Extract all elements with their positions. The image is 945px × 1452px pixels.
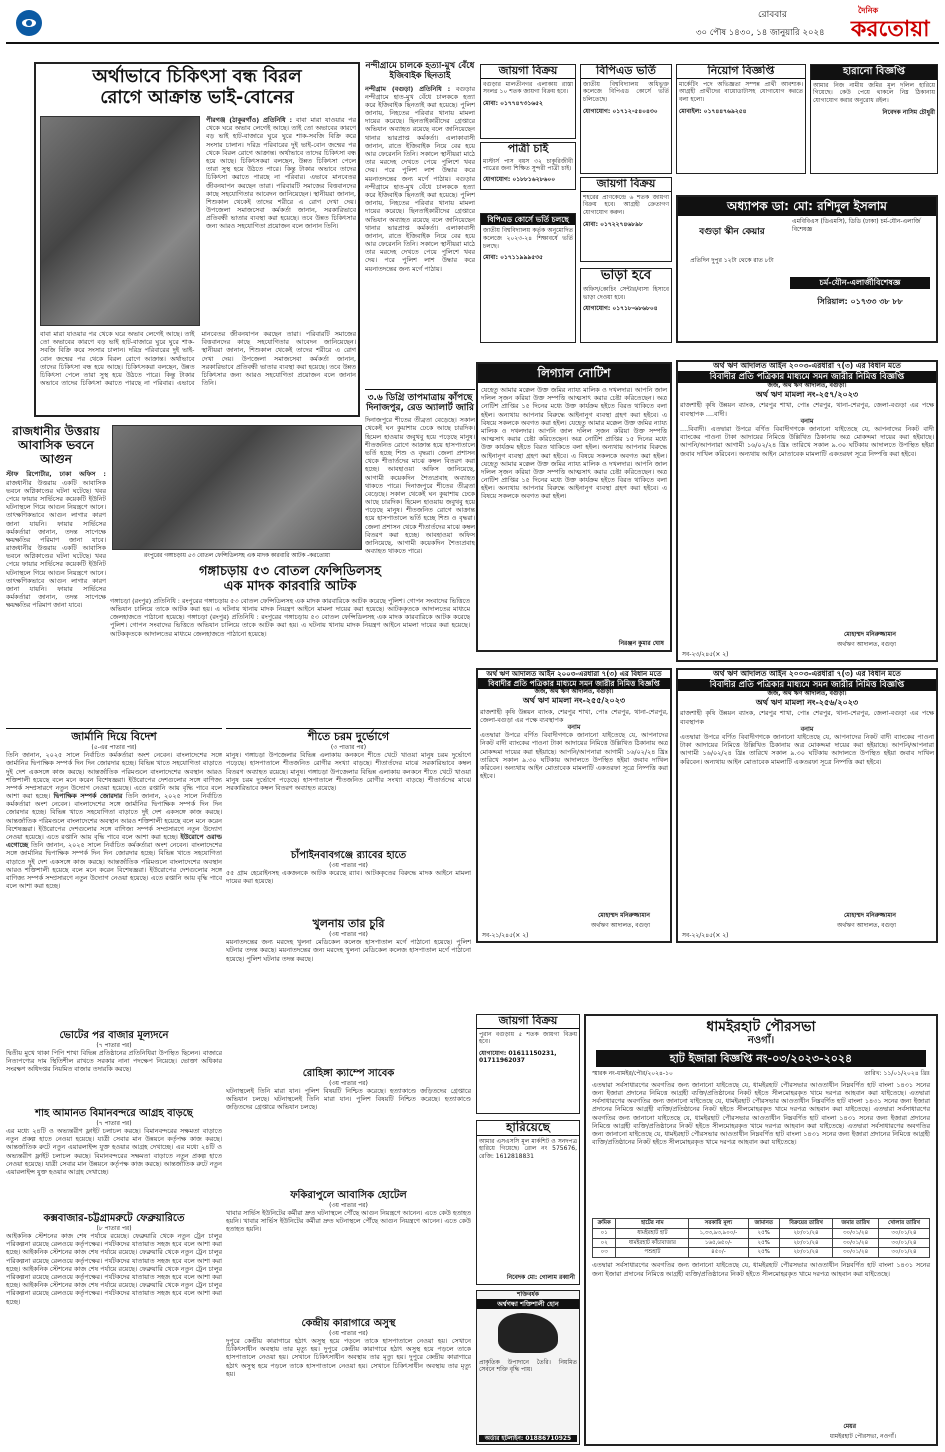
court-1-headline: বিবাদীর প্রতি পত্রিকার মাধ্যমে সমন জারীর নিমিত্ত বিজ্ঞপ্তি: [678, 371, 936, 384]
ad-land-sale-2: [580, 177, 672, 262]
lead-title-2: রোগে আক্রান্ত ভাই-বোনের: [100, 86, 294, 108]
fakirapul-title: ফকিরাপুলে আবাসিক হোটেল: [290, 1190, 407, 1201]
haat-date: তারিখ: ১১/০১/২০২৪ খ্রিঃ: [864, 1070, 930, 1078]
header-day: রোববার: [758, 10, 787, 20]
ad-doctor-time: প্রতিদিন দুপুর ১২টা থেকে রাত ৮টা: [690, 257, 774, 264]
table-cell: ০১: [593, 1228, 616, 1238]
chapai-body: ৫৫ গ্রাম হেরোইনসহ একজনকে আটক করেছে র‌্যাব। আটককৃতের বিরুদ্ধে মাদক আইনে মামলা দায়ের করা হয়েছে।: [226, 869, 471, 886]
ad-lost-signer: নিবেদক নাসিম চৌধুরী: [882, 108, 935, 116]
cold-subtitle: (৩ পাতার পর): [330, 743, 367, 751]
col2-mid-title: ৩.৬ ডিগ্রি তাপমাত্রায় কাঁপছে দিনাজপুর, রেড অ্যালার্ট জারি: [365, 389, 475, 414]
lead-byline: পীরগঞ্জ (ঠাকুরগাঁও) প্রতিনিধি :: [206, 116, 293, 124]
court-notice-2: অর্থ ঋণ আদালত আইন ২০০৩-এরধারা ৭(৩) এর বিধান মতে বিবাদীর প্রতি পত্রিকার মাধ্যমে সমন জারীর নিমিত্ত বিজ্ঞপ্তি জজ, অর্থ ঋণ আদালত, বগুড়া। অর্থ ঋণ মামলা নং-২৫৫/২০২৩ রাজশাহী কৃষি উন্নয়ন ব্যাংক, শেরপুর শাখা, পোঃ শেরপুর, থানা-শেরপুর, জেলা-বগুড়া এর পক্ষে ব্যবস্থাপক বনাম এতদ্বারা উপরে বর্ণিত বিবাদীগণকে জানানো যাইতেছে যে, আপনাদের নিকট বাদী ব্যাংকের পাওনা টাকা আদায়ের নিমিত্তে উল্লিখিত ঠিকানায় অত্র মোকদ্দমা দায়ের করা হইয়াছে। আপনি/আপনারা আগামী ১৬/০২/২৪ খ্রিঃ তারিখে সকাল ৯.৩০ ঘটিকায় আদালতে উপস্থিত হইয়া জবাব দাখিল করিবেন। অন্যথায় আইন মোতাবেক মামলাটি একতরফা সূত্রে নিষ্পত্তি করা হইবে। মোহাম্মদ মনিরুজ্জামান অর্থঋণ আদালত, বগুড়া সব-২১/২৪৫(× ২): [476, 668, 672, 943]
germany-subheading: দ্বিপাক্ষিক সম্পর্ক জোরদার: [53, 792, 123, 801]
ad-land-sale-1: [480, 64, 576, 139]
vote-title: ভোটের পর বাজার মূল্যদনে: [59, 1030, 169, 1041]
ad-horse-name: অর্শ্বগন্ধা শক্তিশালী হোন: [477, 1299, 579, 1309]
ad-land-sale-1-title: জায়গা বিক্রয়: [481, 65, 575, 79]
ad-land-sale-3-title: জায়গা বিক্রয়: [477, 1015, 579, 1029]
court-notice-1: অর্থ ঋণ আদালত আইন ২০০৩-এরধারা ৭(৩) এর বিধান মতে বিবাদীর প্রতি পত্রিকার মাধ্যমে সমন জারীর নিমিত্ত বিজ্ঞপ্তি জজ, অর্থ ঋণ আদালত, বগুড়া। অর্থ ঋণ মামলা নং-২৫৭/২০২৩ রাজশাহী কৃষি উন্নয়ন ব্যাংক, শেরপুর শাখা, পোঃ শেরপুর, থানা-শেরপুর, জেলা-বগুড়া এর পক্ষে ব্যবস্থাপক ....বাদী। বনাম ....বিবাদী। এতদ্বারা উপরে বর্ণিত বিবাদীগণকে জানানো যাইতেছে যে, আপনাদের নিকট বাদী ব্যাংকের পাওনা টাকা আদায়ের নিমিত্তে উল্লিখিত ঠিকানায় অত্র মোকদ্দমা দায়ের করা হইয়াছে। আপনি/আপনারা আগামী ১৬/০২/২৪ খ্রিঃ তারিখে সকাল ৯.৩০ ঘটিকায় আদালতে উপস্থিত হইয়া জবাব দাখিল করিবেন। অন্যথায় আইন মোতাবেক মামলাটি একতরফা সূত্রে নিষ্পত্তি করা হইবে। মোহাম্মদ মনিরুজ্জামান অর্থঋণ আদালত, বগুড়া সব-২৩/২৪৫(× ২): [676, 360, 938, 662]
court-2-case: অর্থ ঋণ মামলা নং-২৫৫/২০২৩: [522, 696, 626, 706]
haat-district: নওগাঁ।: [747, 1035, 775, 1047]
ad-rent-title: ভাড়া হবে: [600, 268, 652, 283]
col2-top-body: বগুড়ার নন্দীগ্রামে হাত-মুখ বেঁধে চালককে হত্যা করে ইজিবাইক ছিনতাই করা হয়েছে। পুলিশ জানায়, নিহতের পরিবার থানায় মামলা দায়ের করেছে। ছিনতাইকারীদের গ্রেপ্তারে অভিযান অব্যাহত রয়েছে বলে জানিয়েছেন থানার ভারপ্রাপ্ত কর্মকর্তা। এলাকাবাসী জানান, রাতে ইজিবাইক নিয়ে বের হয়ে আর ফেরেননি তিনি। সকালে স্থানীয়রা মাঠে তার মরদেহ দেখতে পেয়ে পুলিশে খবর দেয়। পরে পুলিশ লাশ উদ্ধার করে ময়নাতদন্তের জন্য মর্গে পাঠায়।: [365, 84, 475, 183]
story-airport: [6, 1108, 222, 1203]
table-row: [593, 1228, 930, 1238]
paper-name: করতোয়া: [851, 16, 930, 42]
drug-arrest-photo: [112, 425, 362, 550]
story-fire: রাজধানীর উত্তরায় আবাসিক ভবনে আগুন স্টাফ রিপোর্টার, ঢাকা অফিস : রাজধানীর উত্তরায় একটি আবাসিক ভবনে অগ্নিকাণ্ডের ঘটনা ঘটেছে। খবর পেয়ে ফায়ার সার্ভিসের কয়েকটি ইউনিট ঘটনাস্থলে গিয়ে আগুন নিয়ন্ত্রণে আনে। তাৎক্ষণিকভাবে আগুন লাগার কারণ জানা যায়নি। ফায়ার সার্ভিসের কর্মকর্তারা জানান, তদন্ত সাপেক্ষে ক্ষয়ক্ষতির পরিমাণ জানা যাবে। রাজধানীর উত্তরায় একটি আবাসিক ভবনে অগ্নিকাণ্ডের ঘটনা ঘটেছে। খবর পেয়ে ফায়ার সার্ভিসের কয়েকটি ইউনিট ঘটনাস্থলে গিয়ে আগুন নিয়ন্ত্রণে আনে। তাৎক্ষণিকভাবে আগুন লাগার কারণ জানা যায়নি। ফায়ার সার্ভিসের কর্মকর্তারা জানান, তদন্ত সাপেক্ষে ক্ষয়ক্ষতির পরিমাণ জানা যাবে।: [6, 424, 106, 610]
ad-lost-2-body: আমার এসএসসি মূল মার্কশিট ও সনদপত্র হারিয়ে গিয়েছে। রোল নং 575676, রেজি: 1612818831: [479, 1137, 577, 1161]
table-cell: ৪৫০/-: [689, 1248, 748, 1258]
ad-bed-body: জাতীয় বিশ্ববিদ্যালয় অধিভুক্ত কলেজে বিপিএড কোর্সে ভর্তি চলিতেছে।: [583, 80, 669, 103]
khulna-subtitle: (৩য় পাতার পর): [329, 930, 368, 938]
header-date: ৩০ পৌষ ১৪৩০, ১৪ জানুয়ারি ২০২৪: [696, 28, 825, 38]
ad-land-sale-1-contact: মোবা: ০১৭৭৪৭৩১৬৫২: [483, 99, 543, 107]
story-cold: [226, 728, 471, 848]
ad-lost-2-title: হারিয়েছে: [477, 1121, 579, 1136]
legal-body: যেহেতু আমার মক্কেল উক্ত জমির ন্যায্য মালিক ও দখলদার। আপনি জাল দলিল সৃজন করিয়া উক্ত সম্পত্তি আত্মসাৎ করার চেষ্টা করিতেছেন। অত্র নোটিশ প্রাপ্তির ১৫ দিনের মধ্যে উক্ত কার্যক্রম হইতে বিরত থাকিতে বলা হইল। অন্যথায় আপনার বিরুদ্ধে আইনানুগ ব্যবস্থা গ্রহণ করা হইবে। এ বিষয়ে সকলকে অবগত করা হইল। যেহেতু আমার মক্কেল উক্ত জমির ন্যায্য মালিক ও দখলদার। আপনি জাল দলিল সৃজন করিয়া উক্ত সম্পত্তি আত্মসাৎ করার চেষ্টা করিতেছেন। অত্র নোটিশ প্রাপ্তির ১৫ দিনের মধ্যে উক্ত কার্যক্রম হইতে বিরত থাকিতে বলা হইল। অন্যথায় আপনার বিরুদ্ধে আইনানুগ ব্যবস্থা গ্রহণ করা হইবে। এ বিষয়ে সকলকে অবগত করা হইল। যেহেতু আমার মক্কেল উক্ত জমির ন্যায্য মালিক ও দখলদার। আপনি জাল দলিল সৃজন করিয়া উক্ত সম্পত্তি আত্মসাৎ করার চেষ্টা করিতেছেন। অত্র নোটিশ প্রাপ্তির ১৫ দিনের মধ্যে উক্ত কার্যক্রম হইতে বিরত থাকিতে বলা হইল। অন্যথায় আপনার বিরুদ্ধে আইনানুগ ব্যবস্থা গ্রহণ করা হইবে। এ বিষয়ে সকলকে অবগত করা হইল।: [481, 386, 667, 501]
ad-lost-2-signer: নিবেদক মো: গোলাম রব্বানী: [506, 1273, 575, 1281]
table-cell: ৩০/০১/২৪: [833, 1238, 879, 1248]
lead-title-1: অর্থাভাবে চিকিৎসা বন্ধ বিরল: [92, 66, 302, 87]
rohingya-body: ঘটনাস্থলেই তিনি মারা যান। পুলিশ বিষয়টি নিশ্চিত করেছে। হত্যাকাণ্ডে জড়িতদের গ্রেপ্তারে অভিযান চলছে। ঘটনাস্থলেই তিনি মারা যান। পুলিশ বিষয়টি নিশ্চিত করেছে। হত্যাকাণ্ডে জড়িতদের গ্রেপ্তারে অভিযান চলছে।: [226, 1087, 471, 1112]
court-1-bank: রাজশাহী কৃষি উন্নয়ন ব্যাংক, শেরপুর শাখা, পোঃ শেরপুর, থানা-শেরপুর, জেলা-বগুড়া এর পক্ষে ব্যবস্থাপক: [680, 401, 934, 418]
court-1-ref: সব-২৩/২৪৫(× ২): [682, 650, 729, 658]
khulna-body: ময়নাতদন্তের জন্য মরদেহ খুলনা মেডিকেল কলেজ হাসপাতাল মর্গে পাঠানো হয়েছে। পুলিশ ঘটনার তদন্ত করছে। ময়নাতদন্তের জন্য মরদেহ খুলনা মেডিকেল কলেজ হাসপাতাল মর্গে পাঠানো হয়েছে। পুলিশ ঘটনার তদন্ত করছে।: [226, 938, 471, 963]
drug-photo-caption: রংপুরের গঙ্গাচড়ায় ৫৩ বোতল ফেন্সিডিলসহ এক মাদক কারবারি আটক -করতোয়া: [144, 553, 330, 559]
rohingya-title: রোহিঙ্গা ক্যাম্পে সাবেক: [302, 1068, 395, 1079]
ad-groom-body: মাস্টার্স পাস বয়স ৩২ চাকুরিজীবী পাত্রের জন্য শিক্ষিত সুন্দরী পাত্রী চাই।: [483, 157, 573, 173]
haat-col-header: সরকারি মূল্য: [689, 1218, 748, 1228]
table-cell: ২৮/০১/২৪: [779, 1228, 832, 1238]
rohingya-subtitle: (৩য় পাতার পর): [329, 1079, 368, 1087]
court-1-section: অর্থ ঋণ আদালত আইন ২০০৩-এরধারা ৭(৩) এর বিধান মতে: [713, 361, 901, 370]
ad-doctor-serial: সিরিয়াল: ০১৭৩৩ ৩৮ ৮৮: [817, 297, 903, 306]
table-cell: ৩০/০১/২৪: [833, 1228, 879, 1238]
ad-bped-course-contact: মোবা: ০১৭১১৯৯৯৫৩৫: [483, 254, 543, 262]
haat-title: হাট ইজারা বিজ্ঞপ্তি নং-০৩/২০২৩-২০২৪: [596, 1050, 926, 1068]
court-1-court: জজ, অর্থ ঋণ আদালত, বগুড়া।: [767, 382, 847, 390]
haat-col-header: খোলার তারিখ: [878, 1218, 929, 1228]
ad-bed-contact: যোগাযোগ: ০১৭১২-৫৪০৪৩০: [583, 107, 658, 115]
story-chapai: [226, 850, 471, 910]
legal-title: লিগ্যাল নোটিশ: [478, 364, 670, 383]
ad-land-sale-2-contact: মোবা: ০১৭২২৭৪৬৮৯৮: [583, 220, 643, 228]
ad-doctor-chamber: বগুড়া স্কীন কেয়ার: [699, 227, 765, 237]
ad-bed: [580, 64, 672, 174]
story-fakirapul: [226, 1190, 471, 1295]
jail-title: কেন্দ্রীয় কারাগারে অসুস্থ: [301, 1318, 396, 1329]
haat-col-header: বিক্রয়ের তারিখ: [779, 1218, 832, 1228]
table-cell: ২৫%: [748, 1248, 779, 1258]
fire-byline: স্টাফ রিপোর্টার, ঢাকা অফিস :: [6, 470, 106, 479]
ad-lost-title: হারানো বিজ্ঞপ্তি: [811, 65, 937, 80]
ad-job: [676, 64, 806, 174]
lead-photo: [40, 116, 200, 326]
haat-body: এতদ্বারা সর্বসাধারণের অবগতির জন্য জানানো যাইতেছে যে, ধামইরহাট পৌরসভার আওতাধীন নিম্নবর্ণিত হাট বাংলা ১৪৩১ সনের জন্য ইজারা প্রদানের নিমিত্তে আগ্রহী ব্যক্তি/প্রতিষ্ঠানের নিকট হইতে সীলমোহরকৃত খামে দরপত্র আহবান করা যাইতেছে। এতদ্বারা সর্বসাধারণের অবগতির জন্য জানানো যাইতেছে যে, ধামইরহাট পৌরসভার আওতাধীন নিম্নবর্ণিত হাট বাংলা ১৪৩১ সনের জন্য ইজারা প্রদানের নিমিত্তে আগ্রহী ব্যক্তি/প্রতিষ্ঠানের নিকট হইতে সীলমোহরকৃত খামে দরপত্র আহবান করা যাইতেছে। এতদ্বারা সর্বসাধারণের অবগতির জন্য জানানো যাইতেছে যে, ধামইরহাট পৌরসভার আওতাধীন নিম্নবর্ণিত হাট বাংলা ১৪৩১ সনের জন্য ইজারা প্রদানের নিমিত্তে আগ্রহী ব্যক্তি/প্রতিষ্ঠানের নিকট হইতে সীলমোহরকৃত খামে দরপত্র আহবান করা যাইতেছে। এতদ্বারা সর্বসাধারণের অবগতির জন্য জানানো যাইতেছে যে, ধামইরহাট পৌরসভার আওতাধীন নিম্নবর্ণিত হাট বাংলা ১৪৩১ সনের জন্য ইজারা প্রদানের নিমিত্তে আগ্রহী ব্যক্তি/প্রতিষ্ঠানের নিকট হইতে সীলমোহরকৃত খামে দরপত্র আহবান করা যাইতেছে।: [592, 1080, 930, 1147]
fire-title-3: আগুন: [40, 451, 72, 466]
table-cell: ৩০/০১/২৪: [878, 1228, 929, 1238]
ad-job-body: মার্কেটিং পদে অভিজ্ঞতা সম্পন্ন প্রার্থী আবশ্যক। আগ্রহী প্রার্থীদের বায়োডাটাসহ যোগাযোগ করতে বলা হলো।: [679, 80, 803, 103]
airport-subtitle: (৭ পাতার পর): [96, 1119, 132, 1127]
ad-groom-contact: যোগাযোগ: ০১৮৮১৬২৮৬০০: [483, 175, 556, 183]
court-1-body: এতদ্বারা উপরে বর্ণিত বিবাদীগণকে জানানো যাইতেছে যে, আপনাদের নিকট বাদী ব্যাংকের পাওনা টাকা আদায়ের নিমিত্তে উল্লিখিত ঠিকানায় অত্র মোকদ্দমা দায়ের করা হইয়াছে। আপনি/আপনারা আগামী ১৬/০২/২৪ খ্রিঃ তারিখে সকাল ৯.৩০ ঘটিকায় আদালতে উপস্থিত হইয়া জবাব দাখিল করিবেন। অন্যথায় আইন মোতাবেক মামলাটি একতরফা সূত্রে নিষ্পত্তি করা হইবে।: [680, 425, 934, 458]
fakirapul-subtitle: (৩য় পাতার পর): [329, 1201, 368, 1209]
table-row: [593, 1248, 930, 1258]
story-drug: [110, 565, 470, 655]
haat-notice: [584, 1014, 938, 1446]
fire-body: রাজধানীর উত্তরায় একটি আবাসিক ভবনে অগ্নিকাণ্ডের ঘটনা ঘটেছে। খবর পেয়ে ফায়ার সার্ভিসের কয়েকটি ইউনিট ঘটনাস্থলে গিয়ে আগুন নিয়ন্ত্রণে আনে। তাৎক্ষণিকভাবে আগুন লাগার কারণ জানা যায়নি। ফায়ার সার্ভিসের কর্মকর্তারা জানান, তদন্ত সাপেক্ষে ক্ষয়ক্ষতির পরিমাণ জানা যাবে।: [6, 478, 106, 544]
ad-job-contact: মোবাইল: ০১৭৪৪৭৬৯২৫৪: [679, 107, 747, 115]
ad-land-sale-2-title: জায়গা বিক্রয়: [581, 178, 671, 192]
fire-title-2: আবাসিক ভবনে: [18, 437, 94, 452]
court-3-case: অর্থ ঋণ মামলা নং-২৫৬/২০২৩: [755, 698, 859, 708]
table-cell: ১,৩৩,৯৩,৯০০/-: [689, 1228, 748, 1238]
masthead: [6, 4, 939, 44]
germany-subtitle: (৫-এর পাতার পর): [91, 743, 137, 751]
ad-doctor-title: অধ্যাপক ডা: মো: রশিদুল ইসলাম: [678, 197, 936, 216]
ad-land-sale-3: [476, 1014, 580, 1114]
rail-title: কক্সবাজার-চট্টগ্রামরুটে ফেব্রুয়ারিতে: [43, 1213, 185, 1224]
airport-title: শাহ আমানত বিমানবন্দরে আগ্রহ বাড়ছে: [35, 1108, 193, 1119]
haat-col-header: জমার তারিখ: [833, 1218, 879, 1228]
col2-top-byline: নন্দীগ্রাম (বগুড়া) প্রতিনিধি :: [365, 84, 451, 93]
rail-body: আইকনিক স্টেশনের কাজ শেষ পর্যায়ে রয়েছে। ফেব্রুয়ারি থেকে নতুন ট্রেন চালুর পরিকল্পনা রয়েছে রেলওয়ে কর্তৃপক্ষের। পর্যটকদের যাতায়াত সহজ হবে বলে আশা করা হচ্ছে। আইকনিক স্টেশনের কাজ শেষ পর্যায়ে রয়েছে। ফেব্রুয়ারি থেকে নতুন ট্রেন চালুর পরিকল্পনা রয়েছে রেলওয়ে কর্তৃপক্ষের। পর্যটকদের যাতায়াত সহজ হবে বলে আশা করা হচ্ছে। আইকনিক স্টেশনের কাজ শেষ পর্যায়ে রয়েছে। ফেব্রুয়ারি থেকে নতুন ট্রেন চালুর পরিকল্পনা রয়েছে রেলওয়ে কর্তৃপক্ষের। পর্যটকদের যাতায়াত সহজ হবে বলে আশা করা হচ্ছে। আইকনিক স্টেশনের কাজ শেষ পর্যায়ে রয়েছে। ফেব্রুয়ারি থেকে নতুন ট্রেন চালুর পরিকল্পনা রয়েছে রেলওয়ে কর্তৃপক্ষের। পর্যটকদের যাতায়াত সহজ হবে বলে আশা করা হচ্ছে।: [6, 1232, 222, 1306]
story-rohingya: [226, 1068, 471, 1158]
haat-signer: মেয়র: [843, 1422, 856, 1430]
drug-title-1: গঙ্গাচড়ায় ৫৩ বোতল ফেন্সিডিলসহ: [199, 564, 381, 579]
haat-col-header: জামানত: [748, 1218, 779, 1228]
ad-land-sale-2-body: শহরের প্রাণকেন্দ্রে ৬ শতক জায়গা বিক্রয় হবে। আগ্রহী ক্রেতাগণ যোগাযোগ করুন।: [583, 193, 669, 216]
fire-title-1: রাজধানীর উত্তরায়: [12, 424, 100, 438]
court-1-case: অর্থ ঋণ মামলা নং-২৫৭/২০২৩: [755, 390, 859, 400]
ad-lost-body: আমার নিজ নামীয় জমির মূল দলিল হারিয়ে গিয়েছে। কেউ পেয়ে থাকলে নিম্ন ঠিকানায় যোগাযোগ করার অনুরোধ রইল।: [813, 81, 935, 104]
vote-subtitle: (৭ পাতার পর): [96, 1041, 132, 1049]
table-cell: পশুহাট: [616, 1248, 689, 1258]
court-notice-3: অর্থ ঋণ আদালত আইন ২০০৩-এরধারা ৭(৩) এর বিধান মতে বিবাদীর প্রতি পত্রিকার মাধ্যমে সমন জারীর নিমিত্ত বিজ্ঞপ্তি জজ, অর্থ ঋণ আদালত, বগুড়া। অর্থ ঋণ মামলা নং-২৫৬/২০২৩ রাজশাহী কৃষি উন্নয়ন ব্যাংক, শেরপুর শাখা, পোঃ শেরপুর, থানা-শেরপুর, জেলা-বগুড়া এর পক্ষে ব্যবস্থাপক বনাম এতদ্বারা উপরে বর্ণিত বিবাদীগণকে জানানো যাইতেছে যে, আপনাদের নিকট বাদী ব্যাংকের পাওনা টাকা আদায়ের নিমিত্তে উল্লিখিত ঠিকানায় অত্র মোকদ্দমা দায়ের করা হইয়াছে। আপনি/আপনারা আগামী ১৬/০২/২৪ খ্রিঃ তারিখে সকাল ৯.৩০ ঘটিকায় আদালতে উপস্থিত হইয়া জবাব দাখিল করিবেন। অন্যথায় আইন মোতাবেক মামলাটি একতরফা সূত্রে নিষ্পত্তি করা হইবে। মোহাম্মদ মনিরুজ্জামান অর্থঋণ আদালত, বগুড়া সব-২২/২৪৫(× ২): [676, 668, 938, 943]
vote-body: দ্বিতীয় মুখে থাকা পিপি শাখা বিভিন্ন প্রতিষ্ঠানের প্রতিনিধিরা উপস্থিত ছিলেন। বাজারে নিত্যপণ্যের দাম স্থিতিশীল রাখতে সরকার নানা পদক্ষেপ নিয়েছে। ভোক্তা অধিকার সংরক্ষণ অধিদপ্তর নিয়মিত বাজার তদারকি করছে।: [6, 1049, 222, 1074]
ad-groom: [480, 142, 576, 190]
paper-label: দৈনিক: [858, 6, 879, 15]
jail-body: দুপুরে কেন্দ্রীয় কারাগারে হঠাৎ অসুস্থ হয়ে পড়লে তাকে হাসপাতালে নেওয়া হয়। সেখানে চিকিৎসাধীন অবস্থায় তার মৃত্যু হয়। দুপুরে কেন্দ্রীয় কারাগারে হঠাৎ অসুস্থ হয়ে পড়লে তাকে হাসপাতালে নেওয়া হয়। সেখানে চিকিৎসাধীন অবস্থায় তার মৃত্যু হয়। দুপুরে কেন্দ্রীয় কারাগারে হঠাৎ অসুস্থ হয়ে পড়লে তাকে হাসপাতালে নেওয়া হয়। সেখানে চিকিৎসাধীন অবস্থায় তার মৃত্যু হয়।: [226, 1337, 471, 1378]
table-cell: ২৫%: [748, 1228, 779, 1238]
ad-bped-course-body: জাতীয় বিশ্ববিদ্যালয় কর্তৃক অনুমোদিত কলেজে ২০২৩-২৪ শিক্ষাবর্ষে ভর্তি চলছে।: [483, 227, 573, 250]
drug-body: গঙ্গাচড়া (রংপুর) প্রতিনিধি : রংপুরের গঙ্গাচড়ায় ৫৩ বোতল ফেন্সিডিলসহ এক মাদক কারবারিকে আটক করেছে পুলিশ। গোপন সংবাদের ভিত্তিতে অভিযান চালিয়ে তাকে আটক করা হয়। এ ঘটনায় থানায় মাদক নিয়ন্ত্রণ আইনে মামলা দায়ের করা হয়েছে। আটককৃতকে আদালতের মাধ্যমে জেলহাজতে পাঠানো হয়েছে। গঙ্গাচড়া (রংপুর) প্রতিনিধি : রংপুরের গঙ্গাচড়ায় ৫৩ বোতল ফেন্সিডিলসহ এক মাদক কারবারিকে আটক করেছে পুলিশ। গোপন সংবাদের ভিত্তিতে অভিযান চালিয়ে তাকে আটক করা হয়। এ ঘটনায় থানায় মাদক নিয়ন্ত্রণ আইনে মামলা দায়ের করা হয়েছে। আটককৃতকে আদালতের মাধ্যমে জেলহাজতে পাঠানো হয়েছে।: [110, 596, 470, 638]
table-row: [593, 1238, 930, 1248]
ad-bped-course: [480, 213, 576, 343]
khulna-title: খুলনায় তার চুরি: [312, 917, 385, 930]
table-cell: ২৮/০১/২৪: [779, 1238, 832, 1248]
ad-bped-course-title: বিপিএড কোর্সে ভর্তি চলছে: [481, 214, 575, 225]
story-khulna: [226, 918, 471, 1013]
table-cell: ২৮/০১/২৪: [779, 1248, 832, 1258]
ad-rent: [580, 268, 672, 343]
ad-doctor: [676, 195, 938, 343]
cold-body: মানুষ। গঙ্গাচড়া উপজেলার বিভিন্ন এলাকায় কনকনে শীতে খেটে খাওয়া মানুষ চরম দুর্ভোগে পড়েছে। হাসপাতালে শীতজনিত রোগীর সংখ্যা বাড়ছে। শীতার্তদের মাঝে সরকারিভাবে কম্বল বিতরণ অব্যাহত রয়েছে। মানুষ। গঙ্গাচড়া উপজেলার বিভিন্ন এলাকায় কনকনে শীতে খেটে খাওয়া মানুষ চরম দুর্ভোগে পড়েছে। হাসপাতালে শীতজনিত রোগীর সংখ্যা বাড়ছে। শীতার্তদের মাঝে সরকারিভাবে কম্বল বিতরণ অব্যাহত রয়েছে।: [226, 751, 471, 792]
ad-land-sale-1-body: বগুড়ার মালতীনগর এলাকায় রাস্তা সংলগ্ন ১০ শতক জায়গা বিক্রয় হবে।: [483, 80, 573, 96]
ad-horse-contact: অর্ডার হটলাইন: 01886710925: [479, 1435, 577, 1443]
story-vote: [6, 1030, 222, 1100]
lead-body-top: বাবা মারা যাওয়ার পর থেকে ঘরে অভাব লেগেই আছে। তাই তো অভাবের কারণে বড় ভাই হাট-বাজারে ঘুরে ঘুরে শাক-সবজি বিক্রি করে সংসার চালান। দরিদ্র পরিবারের দুই ভাই-বোন জন্মের পর থেকে বিরল রোগে আক্রান্ত। অর্থাভাবে তাদের চিকিৎসা বন্ধ হয়ে আছে। চিকিৎসকরা বলছেন, উন্নত চিকিৎসা পেলে তারা সুস্থ হয়ে উঠতে পারে। কিন্তু টাকার অভাবে তাদের চিকিৎসা করাতে পারছে না পরিবার। এভাবে মানবেতর জীবনযাপন করছেন তারা। পরিবারটি সমাজের বিত্তবানদের কাছে সহযোগিতার আবেদন জানিয়েছেন। স্থানীয়রা জানান, শিশুকাল থেকেই তাদের শরীরে এ রোগ দেখা দেয়। উপজেলা সমাজসেবা কর্মকর্তা জানান, সরকারিভাবে প্রতিবন্ধী ভাতার ব্যবস্থা করা হয়েছে। তবে উন্নত চিকিৎসার জন্য আরও সহযোগিতা প্রয়োজন বলে জানান তিনি।: [206, 116, 356, 231]
haat-memo: স্মারক নং-ধামইর/পৌর/২০২৪-১০: [592, 1070, 673, 1078]
eye-logo-icon: [16, 10, 42, 36]
table-cell: ৩০/০১/২৪: [833, 1248, 879, 1258]
germany-body: তিনি জানান, ২০২৫ সালে নির্বাচিত কর্মকর্তারা অংশ নেবেন। বাংলাদেশের সঙ্গে জার্মানির দ্বিপাক্ষিক সম্পর্ক দিন দিন জোরদার হচ্ছে। বিভিন্ন খাতে সহযোগিতা বাড়াতে দুই দেশ একসঙ্গে কাজ করছে। আন্তর্জাতিক পরিমণ্ডলে বাংলাদেশের অবস্থান আরও শক্তিশালী হয়েছে বলে মনে করেন বিশেষজ্ঞরা। ইউরোপের দেশগুলোর সঙ্গে বাণিজ্য সম্পর্ক সম্প্রসারণে নতুন উদ্যোগ নেওয়া হয়েছে। এতে রপ্তানি আয় বৃদ্ধি পাবে বলে আশা করা হচ্ছে।: [6, 751, 222, 801]
chapai-subtitle: (৩য় পাতার পর): [329, 861, 368, 869]
ad-horse-body: প্রাকৃতিক উপাদানে তৈরি। নিয়মিত সেবনে শক্তি বৃদ্ধি পায়।: [479, 1358, 577, 1374]
drug-title-2: এক মাদক কারবারি আটক: [223, 578, 357, 594]
court-2-section: অর্থ ঋণ আদালত আইন ২০০৩-এরধারা ৭(৩) এর বিধান মতে: [486, 670, 662, 678]
court-2-headline: বিবাদীর প্রতি পত্রিকার মাধ্যমে সমন জারীর নিমিত্ত বিজ্ঞপ্তি: [478, 678, 670, 689]
lead-story: [34, 62, 360, 417]
legal-signer: নিরঞ্জন কুমার ঘোষ: [618, 639, 664, 647]
story-germany: জার্মানি দিয়ে বিদেশ (৫-এর পাতার পর) তিনি জানান, ২০২৫ সালে নির্বাচিত কর্মকর্তারা অংশ নেবেন। বাংলাদেশের সঙ্গে জার্মানির দ্বিপাক্ষিক সম্পর্ক দিন দিন জোরদার হচ্ছে। বিভিন্ন খাতে সহযোগিতা বাড়াতে দুই দেশ একসঙ্গে কাজ করছে। আন্তর্জাতিক পরিমণ্ডলে বাংলাদেশের অবস্থান আরও শক্তিশালী হয়েছে বলে মনে করেন বিশেষজ্ঞরা। ইউরোপের দেশগুলোর সঙ্গে বাণিজ্য সম্পর্ক সম্প্রসারণে নতুন উদ্যোগ নেওয়া হয়েছে। এতে রপ্তানি আয় বৃদ্ধি পাবে বলে আশা করা হচ্ছে। দ্বিপাক্ষিক সম্পর্ক জোরদার তিনি জানান, ২০২৫ সালে নির্বাচিত কর্মকর্তারা অংশ নেবেন। বাংলাদেশের সঙ্গে জার্মানির দ্বিপাক্ষিক সম্পর্ক দিন দিন জোরদার হচ্ছে। বিভিন্ন খাতে সহযোগিতা বাড়াতে দুই দেশ একসঙ্গে কাজ করছে। আন্তর্জাতিক পরিমণ্ডলে বাংলাদেশের অবস্থান আরও শক্তিশালী হয়েছে বলে মনে করেন বিশেষজ্ঞরা। ইউরোপের দেশগুলোর সঙ্গে বাণিজ্য সম্পর্ক সম্প্রসারণে নতুন উদ্যোগ নেওয়া হয়েছে। এতে রপ্তানি আয় বৃদ্ধি পাবে বলে আশা করা হচ্ছে। ইউরোপে ওরাল্ড এগোচ্ছে তিনি জানান, ২০২৫ সালে নির্বাচিত কর্মকর্তারা অংশ নেবেন। বাংলাদেশের সঙ্গে জার্মানির দ্বিপাক্ষিক সম্পর্ক দিন দিন জোরদার হচ্ছে। বিভিন্ন খাতে সহযোগিতা বাড়াতে দুই দেশ একসঙ্গে কাজ করছে। আন্তর্জাতিক পরিমণ্ডলে বাংলাদেশের অবস্থান আরও শক্তিশালী হয়েছে বলে মনে করেন বিশেষজ্ঞরা। ইউরোপের দেশগুলোর সঙ্গে বাণিজ্য সম্পর্ক সম্প্রসারণে নতুন উদ্যোগ নেওয়া হয়েছে। এতে রপ্তানি আয় বৃদ্ধি পাবে বলে আশা করা হচ্ছে।: [6, 728, 222, 993]
ad-lost: [810, 64, 938, 174]
ad-lost-2: [476, 1120, 580, 1285]
haat-signer-org: ধামইরহাট পৌরসভা, নওগাঁ।: [829, 1432, 896, 1440]
ad-job-title: নিয়োগ বিজ্ঞপ্তি: [677, 65, 805, 79]
court-1-judge: মোহাম্মদ মনিরুজ্জামান: [843, 630, 896, 638]
table-cell: ধামইরহাট কাঁচাবাজার: [616, 1238, 689, 1248]
court-3-headline: বিবাদীর প্রতি পত্রিকার মাধ্যমে সমন জারীর নিমিত্ত বিজ্ঞপ্তি: [678, 679, 936, 692]
table-cell: ১৬৫,৬৫০/-: [689, 1238, 748, 1248]
rail-subtitle: (৮ পাতার পর): [96, 1224, 132, 1232]
ad-doctor-dept: চর্ম-যৌন-এলার্জীবিশেষজ্ঞ: [790, 277, 930, 289]
table-cell: ধামইরহাট হাট: [616, 1228, 689, 1238]
ad-horse: [476, 1290, 580, 1445]
ad-bed-title: বিপিএড ভর্তি: [581, 65, 671, 79]
chapai-title: চাঁপাইনবাবগঞ্জে র‌্যাবের হাতে: [290, 850, 407, 861]
haat-col-header: হাটের নাম: [616, 1218, 689, 1228]
fakirapul-body: খাবার সার্ভিস ইউনিটের কর্মীরা দ্রুত ঘটনাস্থলে পৌঁছে আগুন নিয়ন্ত্রণে আনেন। এতে কেউ হতাহত হয়নি। খাবার সার্ভিস ইউনিটের কর্মীরা দ্রুত ঘটনাস্থলে পৌঁছে আগুন নিয়ন্ত্রণে আনেন। এতে কেউ হতাহত হয়নি।: [226, 1209, 471, 1234]
table-cell: ২৫%: [748, 1238, 779, 1248]
story-rail: [6, 1213, 222, 1448]
table-cell: ০২: [593, 1238, 616, 1248]
court-3-section: অর্থ ঋণ আদালত আইন ২০০৩-এরধারা ৭(৩) এর বিধান মতে: [713, 669, 901, 678]
table-cell: ০৩: [593, 1248, 616, 1258]
haat-col-header: ক্রমিক: [593, 1218, 616, 1228]
col2-top-title: নন্দীগ্রামে চালকে হত্যা-মুখ বেঁধে ইজিবাইক ছিনতাই: [365, 61, 475, 81]
cold-title: শীতে চরম দুর্ভোগে: [307, 730, 390, 743]
haat-conditions: এতদ্বারা সর্বসাধারণের অবগতির জন্য জানানো যাইতেছে যে, ধামইরহাট পৌরসভার আওতাধীন নিম্নবর্ণিত হাট বাংলা ১৪৩১ সনের জন্য ইজারা প্রদানের নিমিত্তে আগ্রহী ব্যক্তি/প্রতিষ্ঠানের নিকট হইতে সীলমোহরকৃত খামে দরপত্র আহবান করা যাইতেছে।: [592, 1261, 930, 1278]
ad-rent-body: অফিস/কোচিং সেন্টার/বাসা হিসাবে ভাড়া দেওয়া হবে।: [583, 285, 669, 301]
col2-stories: নন্দীগ্রামে চালকে হত্যা-মুখ বেঁধে ইজিবাইক ছিনতাই নন্দীগ্রাম (বগুড়া) প্রতিনিধি : বগুড়ার নন্দীগ্রামে হাত-মুখ বেঁধে চালককে হত্যা করে ইজিবাইক ছিনতাই করা হয়েছে। পুলিশ জানায়, নিহতের পরিবার থানায় মামলা দায়ের করেছে। ছিনতাইকারীদের গ্রেপ্তারে অভিযান অব্যাহত রয়েছে বলে জানিয়েছেন থানার ভারপ্রাপ্ত কর্মকর্তা। এলাকাবাসী জানান, রাতে ইজিবাইক নিয়ে বের হয়ে আর ফেরেননি তিনি। সকালে স্থানীয়রা মাঠে তার মরদেহ দেখতে পেয়ে পুলিশে খবর দেয়। পরে পুলিশ লাশ উদ্ধার করে ময়নাতদন্তের জন্য মর্গে পাঠায়। বগুড়ার নন্দীগ্রামে হাত-মুখ বেঁধে চালককে হত্যা করে ইজিবাইক ছিনতাই করা হয়েছে। পুলিশ জানায়, নিহতের পরিবার থানায় মামলা দায়ের করেছে। ছিনতাইকারীদের গ্রেপ্তারে অভিযান অব্যাহত রয়েছে বলে জানিয়েছেন থানার ভারপ্রাপ্ত কর্মকর্তা। এলাকাবাসী জানান, রাতে ইজিবাইক নিয়ে বের হয়ে আর ফেরেননি তিনি। সকালে স্থানীয়রা মাঠে তার মরদেহ দেখতে পেয়ে পুলিশে খবর দেয়। পরে পুলিশ লাশ উদ্ধার করে ময়নাতদন্তের জন্য মর্গে পাঠায়। ৩.৬ ডিগ্রি তাপমাত্রায় কাঁপছে দিনাজপুর, রেড অ্যালার্ট জারি দিনাজপুরে শীতের তীব্রতা বেড়েছে। সকাল থেকেই ঘন কুয়াশায় ঢেকে আছে চারদিক। হিমেল হাওয়ায় জবুথবু হয়ে পড়েছে মানুষ। শীতজনিত রোগে আক্রান্ত হয়ে হাসপাতালে ভর্তি হচ্ছে শিশু ও বৃদ্ধরা। জেলা প্রশাসন থেকে শীতার্তদের মাঝে কম্বল বিতরণ করা হচ্ছে। আবহাওয়া অফিস জানিয়েছে, আগামী কয়েকদিন শৈত্যপ্রবাহ অব্যাহত থাকতে পারে। দিনাজপুরে শীতের তীব্রতা বেড়েছে। সকাল থেকেই ঘন কুয়াশায় ঢেকে আছে চারদিক। হিমেল হাওয়ায় জবুথবু হয়ে পড়েছে মানুষ। শীতজনিত রোগে আক্রান্ত হয়ে হাসপাতালে ভর্তি হচ্ছে শিশু ও বৃদ্ধরা। জেলা প্রশাসন থেকে শীতার্তদের মাঝে কম্বল বিতরণ করা হচ্ছে। আবহাওয়া অফিস জানিয়েছে, আগামী কয়েকদিন শৈত্যপ্রবাহ অব্যাহত থাকতে পারে।: [365, 62, 475, 622]
legal-notice: [476, 362, 672, 652]
ad-land-sale-3-body: পুরান বগুড়ায় ৫ শতক জায়গা বিক্রয় হবে।: [479, 1030, 577, 1046]
horse-icon: [498, 1313, 558, 1353]
jail-subtitle: (৩য় পাতার পর): [329, 1329, 368, 1337]
table-cell: ৩০/০১/২৪: [878, 1248, 929, 1258]
ad-horse-title: শক্তিবর্ধক: [517, 1291, 539, 1298]
ad-doctor-desc: এমবিবিএস (ডিএমসি), ডিডি (ঢাকা) চর্ম-যৌন-এলার্জি বিশেষজ্ঞ: [792, 218, 921, 233]
haat-org: ধামইরহাট পৌরসভা: [706, 1019, 816, 1035]
lead-body-bottom: বাবা মারা যাওয়ার পর থেকে ঘরে অভাব লেগেই আছে। তাই তো অভাবের কারণে বড় ভাই হাট-বাজারে ঘুরে ঘুরে শাক-সবজি বিক্রি করে সংসার চালান। দরিদ্র পরিবারের দুই ভাই-বোন জন্মের পর থেকে বিরল রোগে আক্রান্ত। অর্থাভাবে তাদের চিকিৎসা বন্ধ হয়ে আছে। চিকিৎসকরা বলছেন, উন্নত চিকিৎসা পেলে তারা সুস্থ হয়ে উঠতে পারে। কিন্তু টাকার অভাবে তাদের চিকিৎসা করাতে পারছে না পরিবার। এভাবে মানবেতর জীবনযাপন করছেন তারা। পরিবারটি সমাজের বিত্তবানদের কাছে সহযোগিতার আবেদন জানিয়েছেন। স্থানীয়রা জানান, শিশুকাল থেকেই তাদের শরীরে এ রোগ দেখা দেয়। উপজেলা সমাজসেবা কর্মকর্তা জানান, সরকারিভাবে প্রতিবন্ধী ভাতার ব্যবস্থা করা হয়েছে। তবে উন্নত চিকিৎসার জন্য আরও সহযোগিতা প্রয়োজন বলে জানান তিনি।: [40, 330, 356, 388]
airport-body: এর মধ্যে ২৪টি ও অভ্যন্তরীণ ফ্লাইট চলাচল করছে। বিমানবন্দরের সক্ষমতা বাড়াতে নতুন প্রকল্প হাতে নেওয়া হয়েছে। যাত্রী সেবার মান উন্নয়নে কর্তৃপক্ষ কাজ করছে। আন্তর্জাতিক রুটে নতুন এয়ারলাইন্স যুক্ত হওয়ার আগ্রহ দেখাচ্ছে। এর মধ্যে ২৪টি ও অভ্যন্তরীণ ফ্লাইট চলাচল করছে। বিমানবন্দরের সক্ষমতা বাড়াতে নতুন প্রকল্প হাতে নেওয়া হয়েছে। যাত্রী সেবার মান উন্নয়নে কর্তৃপক্ষ কাজ করছে। আন্তর্জাতিক রুটে নতুন এয়ারলাইন্স যুক্ত হওয়ার আগ্রহ দেখাচ্ছে।: [6, 1127, 222, 1176]
ad-land-sale-3-contact: যোগাযোগ: 01611150231, 01711962037: [479, 1049, 557, 1065]
court-2-judge: মোহাম্মদ মনিরুজ্জামান: [597, 911, 650, 919]
ad-rent-contact: যোগাযোগ: ০১৭১৮-৬৮৬৮০৪: [583, 305, 658, 313]
ad-groom-title: পাত্রী চাই: [507, 142, 549, 155]
col2-mid-body: দিনাজপুরে শীতের তীব্রতা বেড়েছে। সকাল থেকেই ঘন কুয়াশায় ঢেকে আছে চারদিক। হিমেল হাওয়ায় জবুথবু হয়ে পড়েছে মানুষ। শীতজনিত রোগে আক্রান্ত হয়ে হাসপাতালে ভর্তি হচ্ছে শিশু ও বৃদ্ধরা। জেলা প্রশাসন থেকে শীতার্তদের মাঝে কম্বল বিতরণ করা হচ্ছে। আবহাওয়া অফিস জানিয়েছে, আগামী কয়েকদিন শৈত্যপ্রবাহ অব্যাহত থাকতে পারে। দিনাজপুরে শীতের তীব্রতা বেড়েছে। সকাল থেকেই ঘন কুয়াশায় ঢেকে আছে চারদিক। হিমেল হাওয়ায় জবুথবু হয়ে পড়েছে মানুষ। শীতজনিত রোগে আক্রান্ত হয়ে হাসপাতালে ভর্তি হচ্ছে শিশু ও বৃদ্ধরা। জেলা প্রশাসন থেকে শীতার্তদের মাঝে কম্বল বিতরণ করা হচ্ছে। আবহাওয়া অফিস জানিয়েছে, আগামী কয়েকদিন শৈত্যপ্রবাহ অব্যাহত থাকতে পারে।: [365, 416, 475, 556]
court-3-judge: মোহাম্মদ মনিরুজ্জামান: [843, 911, 896, 919]
germany-subheading-2: ইউরোপে ওরাল্ড এগোচ্ছে: [6, 833, 222, 850]
story-jail: [226, 1318, 471, 1446]
germany-title: জার্মানি দিয়ে বিদেশ: [71, 730, 157, 743]
haat-table: [592, 1218, 930, 1259]
table-cell: ৩০/০১/২৪: [878, 1238, 929, 1248]
